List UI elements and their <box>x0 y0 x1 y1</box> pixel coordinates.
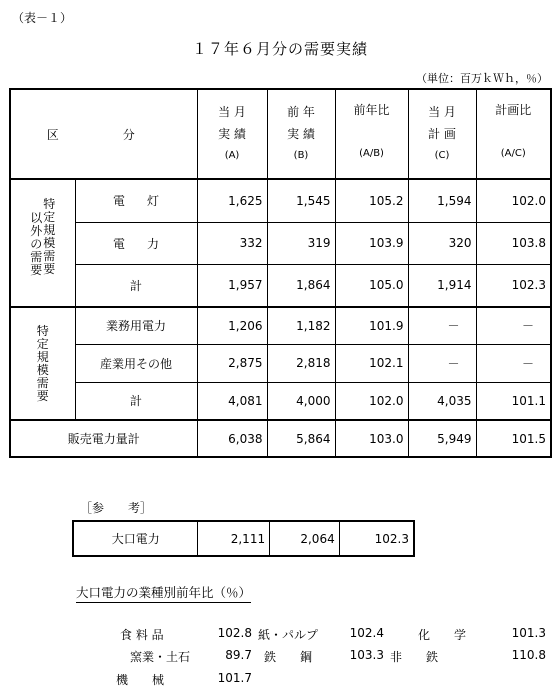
total-label: 販売電力量計 <box>10 420 197 457</box>
header-prev-actual: 前 年 実 績 (B) <box>267 89 335 179</box>
industry-title: 大口電力の業種別前年比（％） <box>76 583 251 603</box>
cell-plan: － <box>408 307 476 344</box>
cell-yoy: 105.0 <box>335 264 408 307</box>
group-label-non-specific: 以 外 の 需 要 特 定 規 模 需 要 <box>10 179 75 307</box>
cell-plan: － <box>408 344 476 382</box>
cell-current: 1,957 <box>197 264 267 307</box>
cell-prev: 319 <box>267 222 335 264</box>
reference-table <box>72 520 415 557</box>
header-current-plan: 当 月 計 画 (C) <box>408 89 476 179</box>
row-label-subtotal: 計 <box>75 382 197 420</box>
cell-current: 1,206 <box>197 307 267 344</box>
kubun-header: 区 分 <box>10 89 197 179</box>
cell-prev: 2,064 <box>270 521 340 556</box>
demand-table <box>9 88 552 458</box>
table-number-label: （表－１） <box>12 11 73 25</box>
industry-value: 101.7 <box>217 671 252 685</box>
industry-name: 食 料 品 <box>120 628 164 642</box>
industry-name: 化 学 <box>418 628 467 642</box>
industry-name: 窯業・土石 <box>130 650 191 664</box>
table-row <box>10 307 551 344</box>
cell-plan-ratio: 102.3 <box>476 264 551 307</box>
industry-value: 103.3 <box>349 648 384 662</box>
industry-name: 非 鉄 <box>390 650 439 664</box>
table-row-total <box>10 420 551 457</box>
table-row <box>10 264 551 307</box>
row-label: 電力 <box>75 222 197 264</box>
reference-title: ［参 考］ <box>80 501 153 515</box>
industry-value: 102.4 <box>349 626 384 640</box>
table-row <box>73 521 414 556</box>
industry-name: 紙・パルプ <box>258 628 319 642</box>
cell-prev: 1,182 <box>267 307 335 344</box>
cell-yoy: 103.9 <box>335 222 408 264</box>
cell-plan-ratio: － <box>476 307 551 344</box>
cell-plan: 320 <box>408 222 476 264</box>
cell-current: 1,625 <box>197 179 267 222</box>
table-header-row <box>10 89 551 179</box>
header-plan-ratio: 計画比 (A/C) <box>476 89 551 179</box>
unit-label: （単位：百万ｋＷｈ，％） <box>416 72 548 85</box>
cell-current: 2,111 <box>198 521 270 556</box>
cell-plan: 4,035 <box>408 382 476 420</box>
cell-prev: 1,864 <box>267 264 335 307</box>
cell-plan: 5,949 <box>408 420 476 457</box>
cell-plan-ratio: 102.0 <box>476 179 551 222</box>
cell-prev: 1,545 <box>267 179 335 222</box>
header-yoy-ratio: 前年比 (A/B) <box>335 89 408 179</box>
cell-plan-ratio: 101.1 <box>476 382 551 420</box>
table-row <box>10 179 551 222</box>
cell-plan-ratio: 103.8 <box>476 222 551 264</box>
cell-current: 4,081 <box>197 382 267 420</box>
cell-plan: 1,914 <box>408 264 476 307</box>
cell-yoy: 102.0 <box>335 382 408 420</box>
cell-plan-ratio: 101.5 <box>476 420 551 457</box>
industry-name: 鉄 鋼 <box>264 650 313 664</box>
row-label: 電灯 <box>75 179 197 222</box>
cell-yoy: 103.0 <box>335 420 408 457</box>
cell-current: 332 <box>197 222 267 264</box>
row-label: 大口電力 <box>73 521 198 556</box>
industry-name: 機 械 <box>116 673 165 687</box>
cell-current: 6,038 <box>197 420 267 457</box>
cell-plan: 1,594 <box>408 179 476 222</box>
row-label: 産業用その他 <box>75 344 197 382</box>
table-row <box>10 382 551 420</box>
table-row <box>10 344 551 382</box>
cell-yoy: 101.9 <box>335 307 408 344</box>
cell-yoy: 102.3 <box>339 521 414 556</box>
industry-value: 110.8 <box>511 648 546 662</box>
cell-yoy: 102.1 <box>335 344 408 382</box>
industry-value: 102.8 <box>217 626 252 640</box>
cell-prev: 2,818 <box>267 344 335 382</box>
row-label-subtotal: 計 <box>75 264 197 307</box>
cell-prev: 4,000 <box>267 382 335 420</box>
cell-yoy: 105.2 <box>335 179 408 222</box>
industry-value: 101.3 <box>511 626 546 640</box>
row-label: 業務用電力 <box>75 307 197 344</box>
cell-plan-ratio: － <box>476 344 551 382</box>
cell-current: 2,875 <box>197 344 267 382</box>
header-current-actual: 当 月 実 績 (A) <box>197 89 267 179</box>
page-title: １７年６月分の需要実績 <box>191 40 368 58</box>
cell-prev: 5,864 <box>267 420 335 457</box>
table-row <box>10 222 551 264</box>
industry-value: 89.7 <box>225 648 252 662</box>
group-label-specific: 特 定 規 模 需 要 <box>10 307 75 420</box>
